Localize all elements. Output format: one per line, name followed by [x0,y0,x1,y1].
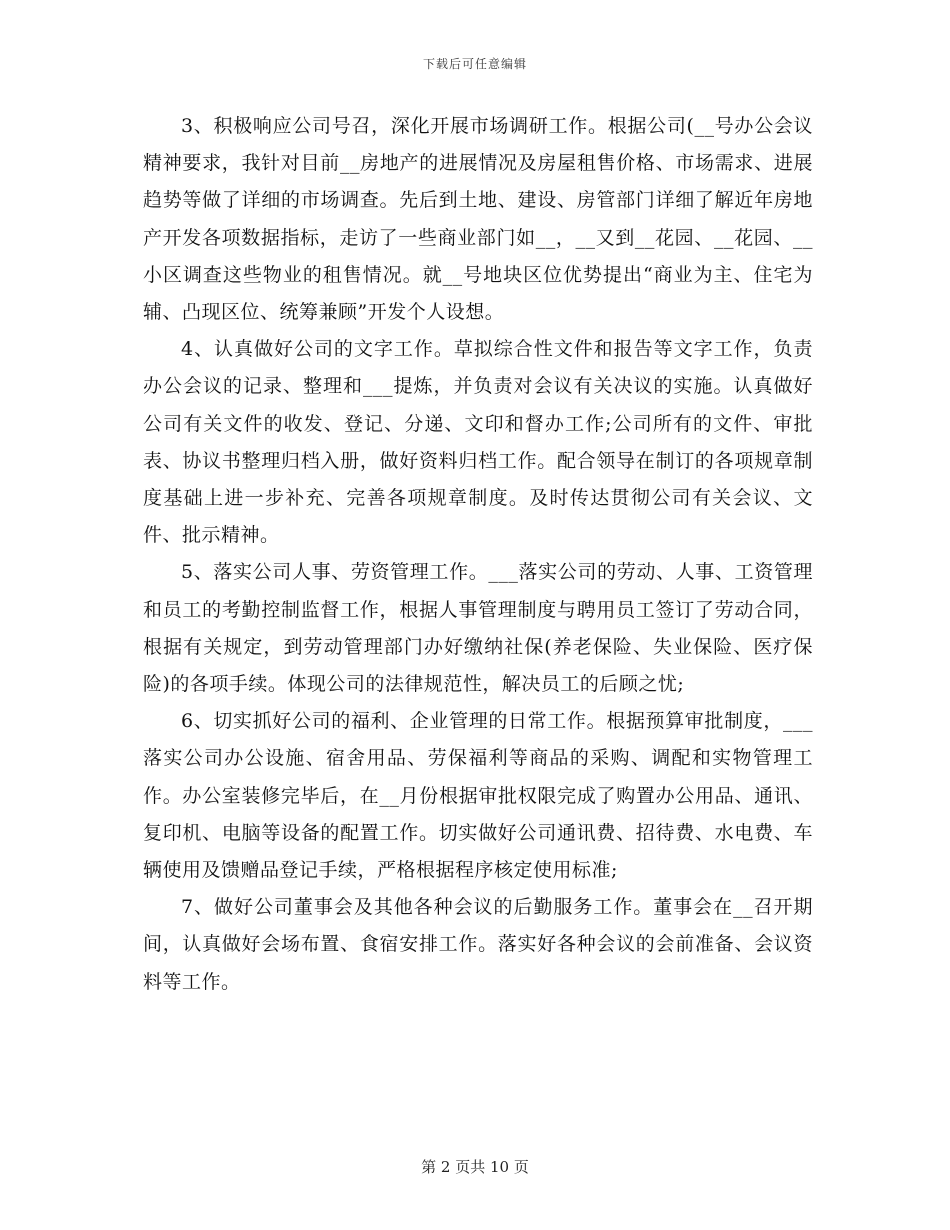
page-number-footer: 第 2 页共 10 页 [421,1158,529,1176]
document-body [143,108,813,1001]
paragraph-item-3: 3、积极响应公司号召，深化开展市场调研工作。根据公司(__号办公会议精神要求，我针对目前__房地产的进展情况及房屋租售价格、市场需求、进展趋势等做了详细的市场调查。先后到土地、建设、房管部门详细了解近年房地产开发各项数据指标，走访了一些商业部门如__，__又到__花园、__花园、__小区调查这些物业的租售情况。就__号地块区位优势提出“商业为主、住宅为辅、凸现区位、统筹兼顾”开发个人设想。 [143,115,813,324]
paragraph-item-6: 6、切实抓好公司的福利、企业管理的日常工作。根据预算审批制度，___落实公司办公设施、宿舍用品、劳保福利等商品的采购、调配和实物管理工作。办公室装修完毕后，在__月份根据审批权限完成了购置办公用品、通讯、复印机、电脑等设备的配置工作。切实做好公司通讯费、招待费、水电费、车辆使用及馈赠品登记手续，严格根据程序核定使用标准; [143,710,813,882]
page-header: 下载后可任意编辑 [422,57,527,71]
paragraph-item-4: 4、认真做好公司的文字工作。草拟综合性文件和报告等文字工作，负责办公会议的记录、整理和___提炼，并负责对会议有关决议的实施。认真做好公司有关文件的收发、登记、分递、文印和督办工作;公司所有的文件、审批表、协议书整理归档入册，做好资料归档工作。配合领导在制订的各项规章制度基础上进一步补充、完善各项规章制度。及时传达贯彻公司有关会议、文件、批示精神。 [143,338,813,547]
paragraph-item-7: 7、做好公司董事会及其他各种会议的后勤服务工作。董事会在__召开期间，认真做好会场布置、食宿安排工作。落实好各种会议的会前准备、会议资料等工作。 [143,896,813,993]
paragraph-item-5: 5、落实公司人事、劳资管理工作。___落实公司的劳动、人事、工资管理和员工的考勤控制监督工作，根据人事管理制度与聘用员工签订了劳动合同，根据有关规定，到劳动管理部门办好缴纳社保(养老保险、失业保险、医疗保险)的各项手续。体现公司的法律规范性，解决员工的后顾之忧; [143,561,813,696]
